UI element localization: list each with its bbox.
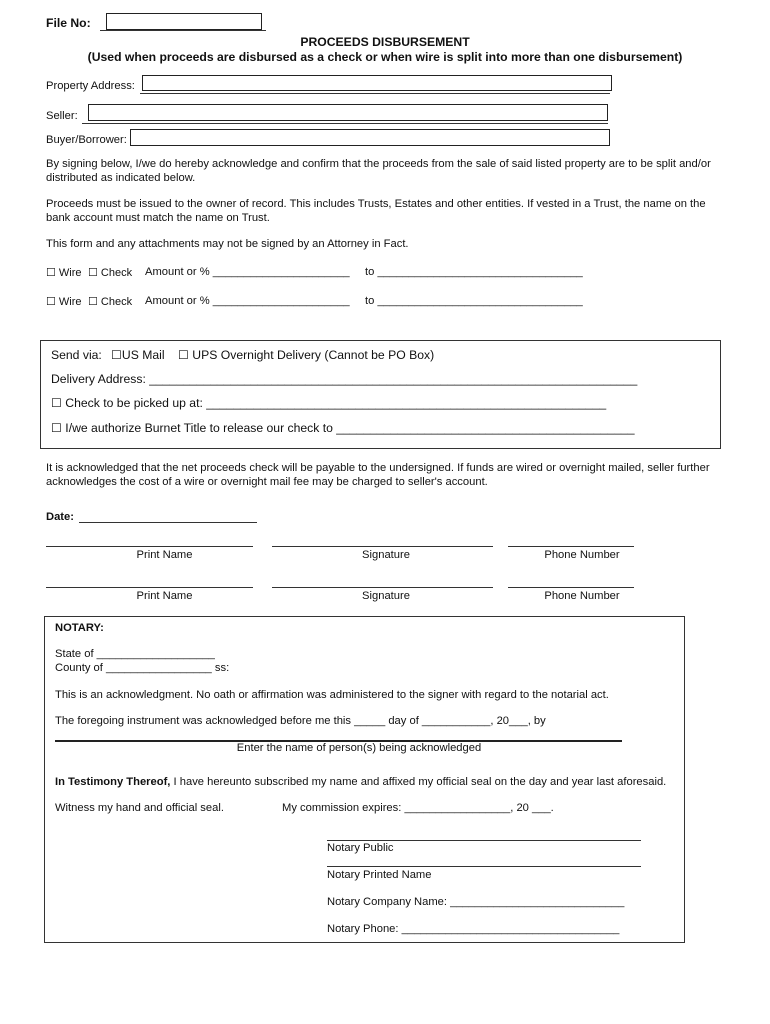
ups-overnight-checkbox[interactable]: ☐ UPS Overnight Delivery (Cannot be PO Box) [178,348,435,362]
signature-label-2: Signature [362,590,410,602]
notary-company-name-field[interactable]: Notary Company Name: ____________________________ [327,896,625,908]
print-name-label-1: Print Name [136,549,193,561]
signature-line-1[interactable] [272,546,493,547]
property-address-label: Property Address: [46,80,135,92]
page-subtitle: (Used when proceeds are disbursed as a check or when wire is split into more than one disbursement) [87,50,683,64]
county-of-field[interactable]: County of _________________ ss: [55,662,230,674]
phone-line-1[interactable] [508,546,634,547]
phone-line-2[interactable] [508,587,634,588]
amount-field-1[interactable]: Amount or % ______________________ [145,266,350,278]
notary-heading: NOTARY: [55,622,104,634]
enter-name-caption: Enter the name of person(s) being acknowledged [236,742,482,754]
signature-line-2[interactable] [272,587,493,588]
seller-field[interactable] [88,104,608,121]
phone-label-2: Phone Number [544,590,620,602]
check-checkbox-2[interactable]: ☐ Check [88,296,133,308]
witness-text: Witness my hand and official seal. [55,802,224,814]
payee-field-1[interactable]: to _________________________________ [365,266,583,278]
net-proceeds-acknowledgement: It is acknowledged that the net proceeds check will be payable to the undersigned. If funds are wired or overnight mailed, seller further acknowledges the cost of a wire or overnight mail fee may be charged to seller's account. [46,462,710,488]
attorney-notice: This form and any attachments may not be signed by an Attorney in Fact. [46,238,409,250]
notary-public-signature-line[interactable] [327,840,641,841]
notary-ack-statement: This is an acknowledgment. No oath or affirmation was administered to the signer with regard to the notarial act. [55,689,609,701]
file-no-field[interactable] [106,13,262,30]
buyer-borrower-field[interactable] [130,129,610,146]
send-via-label: Send via: [51,348,102,362]
date-label: Date: [46,511,74,523]
foregoing-instrument-text[interactable]: The foregoing instrument was acknowledged before me this _____ day of ___________, 20___, by [55,715,546,727]
seller-label: Seller: [46,110,78,122]
state-of-field[interactable]: State of ___________________ [55,648,215,660]
phone-label-1: Phone Number [544,549,620,561]
signature-label-1: Signature [362,549,410,561]
wire-checkbox-1[interactable]: ☐ Wire [46,267,82,279]
check-checkbox-1[interactable]: ☐ Check [88,267,133,279]
seller-underline [82,123,608,124]
print-name-label-2: Print Name [136,590,193,602]
file-no-underline [100,30,266,31]
payee-field-2[interactable]: to _________________________________ [365,295,583,307]
property-address-field[interactable] [142,75,612,91]
testimony-bold-text: In Testimony Thereof, [55,776,171,788]
delivery-address-field[interactable]: Delivery Address: ________________________________________________________________________ [51,372,638,386]
print-name-line-1[interactable] [46,546,253,547]
authorize-release-checkbox[interactable]: ☐ I/we authorize Burnet Title to release our check to ____________________________________________ [51,421,635,435]
page-title: PROCEEDS DISBURSEMENT [300,35,470,49]
owner-of-record-paragraph: Proceeds must be issued to the owner of record. This includes Trusts, Estates and other entities. If vested in a Trust, the name on the bank account must match the name on Trust. [46,198,706,224]
pickup-checkbox[interactable]: ☐ Check to be picked up at: ___________________________________________________________ [51,396,607,410]
notary-phone-field[interactable]: Notary Phone: ___________________________________ [327,923,620,935]
date-field[interactable] [79,522,257,523]
buyer-borrower-label: Buyer/Borrower: [46,134,127,146]
print-name-line-2[interactable] [46,587,253,588]
testimony-statement [55,776,666,788]
notary-printed-name-label: Notary Printed Name [327,869,432,881]
acknowledge-paragraph: By signing below, I/we do hereby acknowledge and confirm that the proceeds from the sale of said listed property are to be split and/or distributed as indicated below. [46,158,711,184]
us-mail-checkbox[interactable]: ☐US Mail [111,348,165,362]
amount-field-2[interactable]: Amount or % ______________________ [145,295,350,307]
testimony-text: I have hereunto subscribed my name and affixed my official seal on the day and year last aforesaid. [170,776,667,788]
notary-printed-name-line[interactable] [327,866,641,867]
file-no-label: File No: [46,16,91,30]
commission-expires-field[interactable]: My commission expires: _________________, 20 ___. [282,802,554,814]
property-address-underline [140,93,610,94]
wire-checkbox-2[interactable]: ☐ Wire [46,296,82,308]
notary-public-label: Notary Public [327,842,394,854]
